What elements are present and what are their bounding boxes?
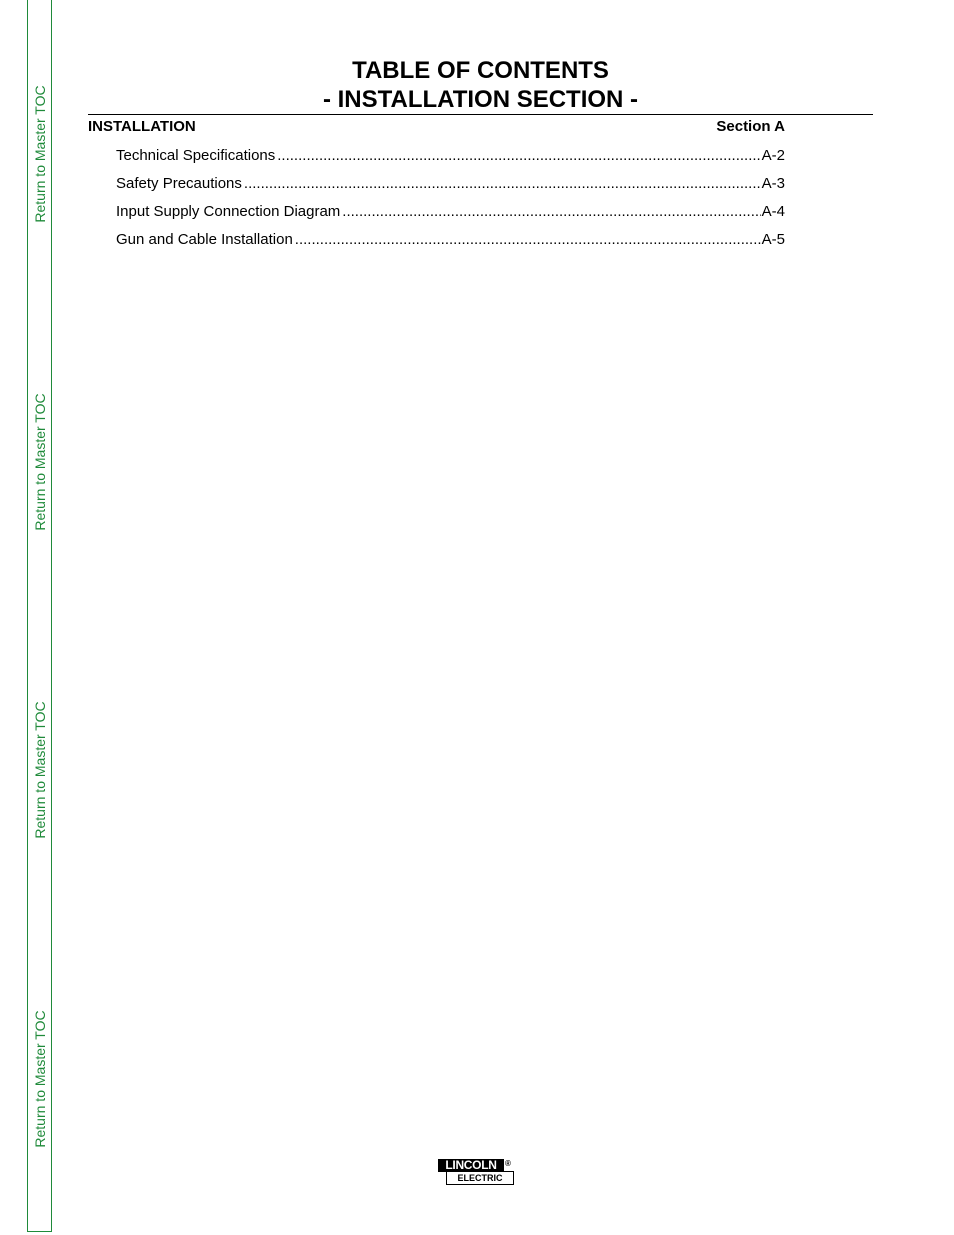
return-to-master-toc-label[interactable]: Return to Master TOC <box>32 393 48 531</box>
page-title-line-1: TABLE OF CONTENTS <box>352 57 609 84</box>
toc-entry-input-supply-connection-diagram[interactable] <box>116 203 785 231</box>
section-label: Section A <box>716 118 785 135</box>
logo-electric-band: ELECTRIC <box>446 1171 514 1185</box>
toc-entry-gun-and-cable-installation[interactable] <box>116 231 785 259</box>
page-title <box>88 56 873 114</box>
section-name: INSTALLATION <box>88 118 196 135</box>
toc-list <box>116 147 785 259</box>
toc-entry-safety-precautions[interactable] <box>116 175 785 203</box>
registered-mark-icon: ® <box>505 1159 511 1168</box>
title-divider <box>88 114 873 115</box>
return-to-master-toc-label[interactable]: Return to Master TOC <box>32 1010 48 1148</box>
toc-entry-page[interactable]: A-5 <box>761 231 785 248</box>
toc-dot-leader <box>244 175 761 192</box>
toc-dot-leader <box>342 203 760 220</box>
toc-dot-leader <box>277 147 760 164</box>
toc-entry-label[interactable]: Safety Precautions <box>116 175 242 192</box>
return-to-master-toc-label[interactable]: Return to Master TOC <box>32 85 48 223</box>
toc-entry-page[interactable]: A-2 <box>761 147 785 164</box>
logo-lincoln-band: LINCOLN <box>438 1159 504 1172</box>
toc-entry-technical-specifications[interactable] <box>116 147 785 175</box>
toc-dot-leader <box>295 231 761 248</box>
lincoln-electric-logo <box>438 1159 516 1186</box>
return-to-master-toc-label[interactable]: Return to Master TOC <box>32 701 48 839</box>
toc-entry-label[interactable]: Input Supply Connection Diagram <box>116 203 341 220</box>
section-header <box>88 118 785 135</box>
toc-entry-page[interactable]: A-3 <box>761 175 785 192</box>
toc-entry-label[interactable]: Gun and Cable Installation <box>116 231 293 248</box>
page-title-line-2: - INSTALLATION SECTION - <box>322 86 639 113</box>
toc-entry-page[interactable]: A-4 <box>761 203 785 220</box>
toc-entry-label[interactable]: Technical Specifications <box>116 147 276 164</box>
